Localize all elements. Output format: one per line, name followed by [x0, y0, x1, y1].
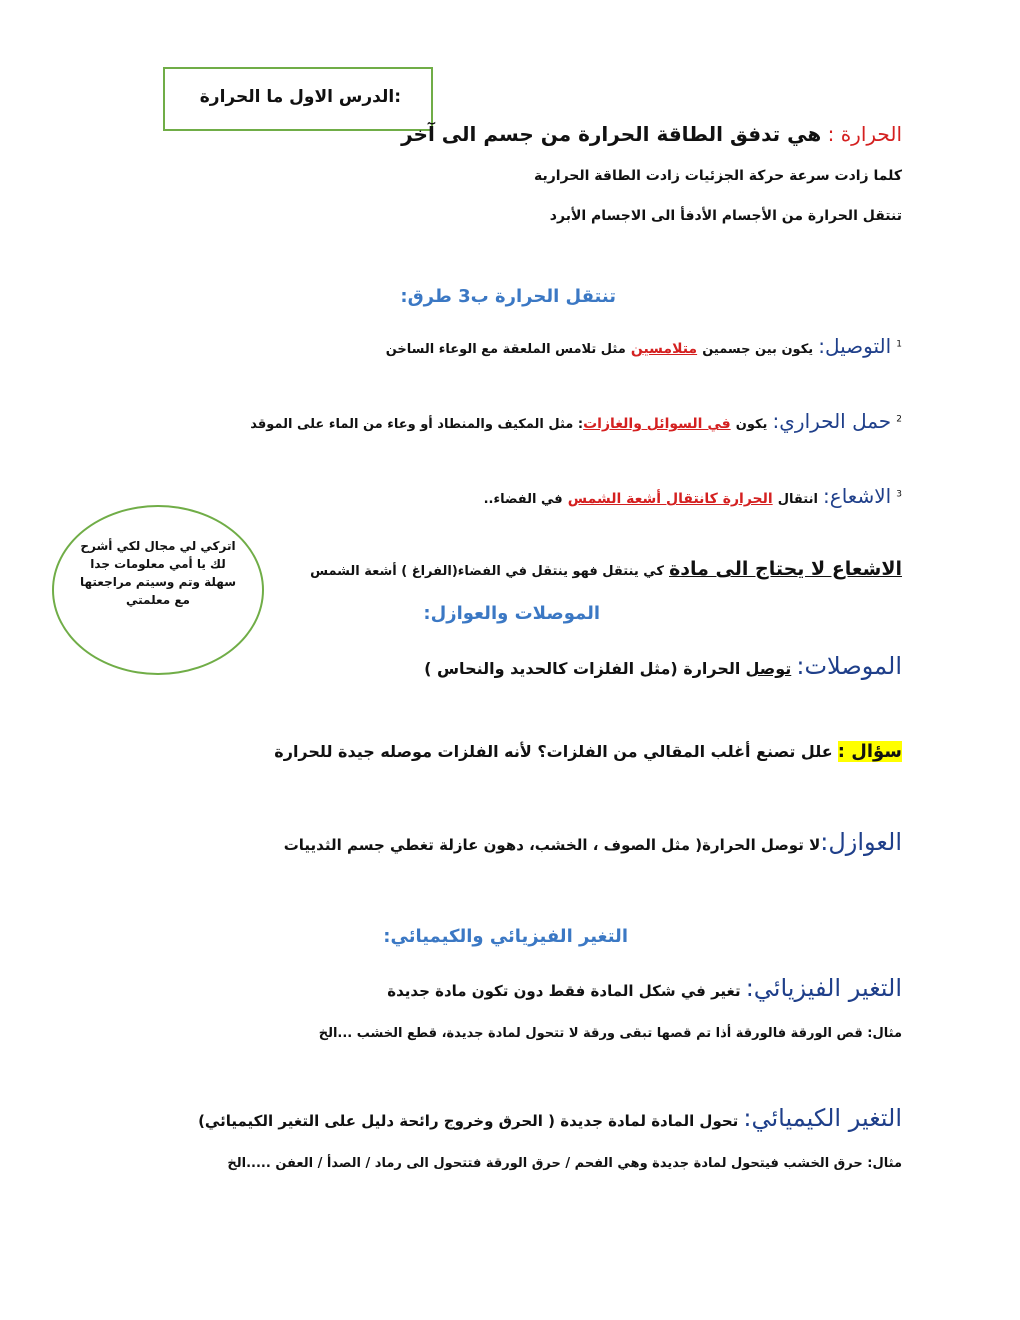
conductors-term: الموصلات:	[796, 652, 902, 680]
note-1: كلما زادت سرعة حركة الجزئيات زادت الطاقة الحرارية	[533, 168, 902, 184]
method-radiation	[484, 484, 902, 508]
transfer-heading: تنتقل الحرارة ب3 طرق:	[400, 286, 616, 307]
method-text: في الفضاء..	[483, 492, 563, 507]
radiation-note	[310, 558, 902, 580]
physical-example: مثال: قص الورقة فالورقة أذا تم قصها تبقى ورقة لا تتحول لمادة جديدة، قطع الخشب ...الخ	[318, 1026, 902, 1041]
lesson-title: الدرس الاول ما الحرارة:	[199, 87, 401, 107]
insulators-text: لا توصل الحرارة( مثل الصوف ، الخشب، دهون عازلة تغطي جسم الثدييات	[283, 836, 821, 854]
question-label: سؤال :	[837, 741, 902, 762]
note-2: تنتقل الحرارة من الأجسام الأدفأ الى الاجسام الأبرد	[549, 208, 902, 224]
physical-change-line	[387, 974, 902, 1002]
method-number: 1	[896, 339, 902, 350]
chemical-change-line	[198, 1104, 902, 1132]
bubble-text: اتركي لي مجال لكي أشرح لك يا أمي معلومات جدا سهلة وتم وسيتم مراجعتها مع معلمتي	[79, 539, 237, 607]
radiation-note-text: كي ينتقل فهو ينتقل في الفضاء(الفراغ ) أشعة الشمس	[310, 564, 664, 579]
method-number: 2	[896, 414, 902, 425]
chemical-term: التغير الكيميائي:	[743, 1104, 902, 1132]
chemical-example: مثال: حرق الخشب فيتحول لمادة جديدة وهي الفحم / حرق الورقة فتتحول الى رماد / الصدأ / العفن .....الخ	[227, 1156, 902, 1171]
heat-definition-text: هي تدفق الطاقة الحرارة من جسم الى آخر	[401, 122, 822, 146]
insulators-line	[284, 828, 902, 856]
physical-term: التغير الفيزيائي:	[745, 974, 902, 1002]
method-highlight: في السوائل والغازات	[583, 416, 731, 432]
insulators-term: العوازل:	[820, 828, 902, 856]
method-number: 3	[896, 489, 902, 500]
method-text: يكون بين جسمين	[702, 342, 814, 357]
method-term: حمل الحراري:	[772, 409, 892, 433]
conductors-text-underlined: توصل	[745, 659, 792, 678]
conductors-line	[424, 652, 902, 680]
conductors-text: الحرارة (مثل الفلزات كالحديد والنحاس )	[424, 659, 741, 678]
physical-text: تغير في شكل المادة فقط دون تكون مادة جديدة	[387, 982, 741, 1000]
radiation-note-bold: الاشعاع لا يحتاج الى مادة	[669, 558, 902, 580]
method-term: التوصيل:	[818, 334, 892, 358]
speech-bubble	[52, 505, 264, 675]
method-conduction	[386, 334, 902, 358]
change-heading: التغير الفيزيائي والكيميائي:	[383, 926, 628, 947]
method-text: يكون	[735, 417, 768, 432]
chemical-text: تحول المادة لمادة جديدة ( الحرق وخروج رائحة دليل على التغير الكيميائي)	[198, 1112, 739, 1130]
method-text: مثل تلامس الملعقة مع الوعاء الساخن	[385, 342, 626, 357]
conductors-heading: الموصلات والعوازل:	[423, 603, 600, 624]
method-highlight: متلامسين	[630, 341, 698, 357]
heat-term: الحرارة :	[827, 122, 902, 146]
method-text: انتقال	[777, 492, 818, 507]
question-text: علل تصنع أغلب المقالي من الفلزات؟ لأنه الفلزات موصله جيدة للحرارة	[274, 742, 833, 761]
method-convection	[250, 409, 902, 433]
lesson-title-box	[163, 67, 433, 131]
method-term: الاشعاع:	[823, 484, 892, 508]
question-line	[274, 741, 902, 762]
method-text: : مثل المكيف والمنطاد أو وعاء من الماء على الموقد	[250, 417, 584, 432]
method-highlight: الحرارة كانتقال أشعة الشمس	[567, 491, 773, 507]
heat-definition	[401, 122, 902, 146]
